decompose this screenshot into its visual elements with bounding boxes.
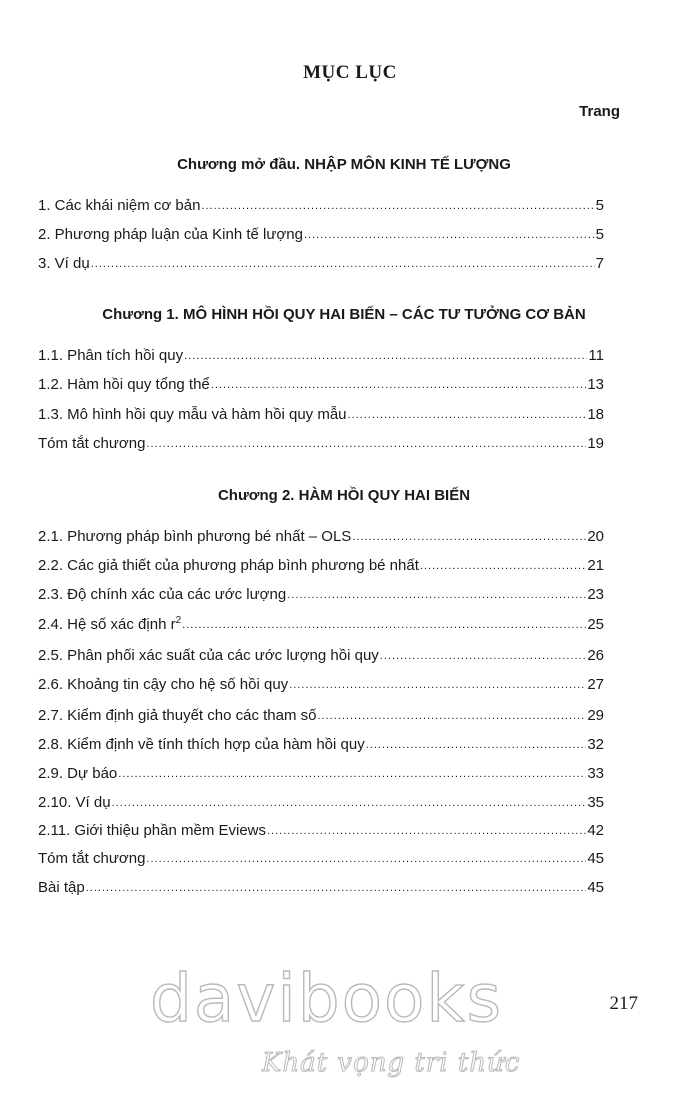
- toc-entry-title: 2.6. Khoảng tin cậy cho hệ số hồi quy: [38, 676, 289, 693]
- leader-dots: [348, 406, 587, 424]
- leader-dots: [287, 586, 586, 604]
- toc-entry[interactable]: [38, 672, 604, 694]
- toc-entry-page: 19: [587, 435, 604, 452]
- watermark-logo: davibooks: [150, 960, 503, 1037]
- toc-entry-title: Bài tập: [38, 879, 85, 896]
- toc-entry-title: Tóm tắt chương: [38, 435, 146, 452]
- toc-entry[interactable]: [38, 612, 604, 634]
- leader-dots: [267, 822, 586, 840]
- toc-entry[interactable]: [38, 875, 604, 897]
- toc-entry-page: 29: [587, 707, 604, 724]
- toc-entry[interactable]: [38, 732, 604, 754]
- toc-entry-title: [38, 612, 181, 634]
- leader-dots: [146, 850, 586, 868]
- toc-entry[interactable]: [38, 431, 604, 453]
- toc-entry-title: 2.11. Giới thiệu phần mềm Eviews: [38, 822, 266, 839]
- toc-entry-title: 2.10. Ví dụ: [38, 794, 111, 811]
- toc-entry-page: 18: [587, 406, 604, 423]
- chapter-heading-1: Chương 1. MÔ HÌNH HỒI QUY HAI BIẾN – CÁC TƯ TƯỞNG CƠ BẢN: [102, 306, 586, 323]
- toc-entry-page: 23: [587, 586, 604, 603]
- toc-entry-title: 2.3. Độ chính xác của các ước lượng: [38, 586, 287, 603]
- leader-dots: [86, 879, 587, 897]
- toc-entry-title: 2. Phương pháp luận của Kinh tế lượng: [38, 226, 303, 243]
- chapter-heading-2: Chương 2. HÀM HỒI QUY HAI BIẾN: [217, 487, 471, 504]
- watermark-tagline: Khát vọng tri thức: [262, 1048, 521, 1078]
- toc-entry[interactable]: [38, 193, 604, 215]
- leader-dots: [304, 226, 595, 244]
- toc-entry[interactable]: [38, 761, 604, 783]
- toc-entry-title-text: 2.4. Hệ số xác định r: [38, 616, 176, 633]
- toc-entry-page: 33: [587, 765, 604, 782]
- toc-entry[interactable]: [38, 846, 604, 868]
- toc-entry-page: 7: [595, 255, 604, 272]
- toc-entry-title: 3. Ví dụ: [38, 255, 90, 272]
- toc-entry-title: Tóm tắt chương: [38, 850, 146, 867]
- toc-entry-title: 2.9. Dự báo: [38, 765, 118, 782]
- page-title: MỤC LỤC: [303, 62, 397, 83]
- toc-entry-page: 32: [587, 736, 604, 753]
- page-column-label: Trang: [579, 103, 620, 120]
- toc-entry[interactable]: [38, 524, 604, 546]
- toc-entry-title: 2.2. Các giả thiết của phương pháp bình phương bé nhất: [38, 557, 419, 574]
- leader-dots: [201, 197, 594, 215]
- leader-dots: [318, 707, 587, 725]
- leader-dots: [211, 376, 587, 394]
- toc-entry[interactable]: [38, 818, 604, 840]
- toc-entry-title: 2.7. Kiểm định giả thuyết cho các tham số: [38, 707, 317, 724]
- toc-entry-page: 25: [587, 616, 604, 633]
- toc-entry[interactable]: [38, 251, 604, 273]
- toc-entry-page: 5: [595, 197, 604, 214]
- toc-entry-title: 2.8. Kiểm định về tính thích hợp của hàm hồi quy: [38, 736, 365, 753]
- toc-entry-page: 27: [587, 676, 604, 693]
- leader-dots: [112, 794, 587, 812]
- toc-entry-title: 1. Các khái niệm cơ bản: [38, 197, 201, 214]
- leader-dots: [184, 347, 587, 365]
- toc-entry[interactable]: [38, 703, 604, 725]
- toc-entry-title: 1.3. Mô hình hồi quy mẫu và hàm hồi quy mẫu: [38, 406, 347, 423]
- toc-entry[interactable]: [38, 343, 604, 365]
- toc-entry-page: 45: [587, 850, 604, 867]
- leader-dots: [366, 736, 587, 754]
- toc-entry[interactable]: [38, 643, 604, 665]
- toc-entry-title: 2.1. Phương pháp bình phương bé nhất – OLS: [38, 528, 352, 545]
- toc-entry-page: 21: [587, 557, 604, 574]
- page-number: 217: [609, 993, 638, 1014]
- toc-entry-title: 1.1. Phân tích hồi quy: [38, 347, 184, 364]
- leader-dots: [289, 676, 586, 694]
- toc-entry-page: 5: [595, 226, 604, 243]
- toc-entry-page: 11: [588, 347, 604, 364]
- toc-entry-page: 42: [587, 822, 604, 839]
- leader-dots: [146, 435, 586, 453]
- leader-dots: [420, 557, 586, 575]
- toc-entry[interactable]: [38, 790, 604, 812]
- toc-entry-page: 13: [587, 376, 604, 393]
- leader-dots: [118, 765, 586, 783]
- toc-entry-page: 26: [587, 647, 604, 664]
- toc-entry[interactable]: [38, 372, 604, 394]
- toc-entry[interactable]: [38, 402, 604, 424]
- toc-entry-page: 20: [587, 528, 604, 545]
- chapter-heading-intro: Chương mở đầu. NHẬP MÔN KINH TẾ LƯỢNG: [177, 156, 511, 173]
- toc-entry[interactable]: [38, 222, 604, 244]
- leader-dots: [380, 647, 587, 665]
- toc-entry-title: 1.2. Hàm hồi quy tổng thể: [38, 376, 210, 393]
- leader-dots: [182, 616, 586, 634]
- leader-dots: [91, 255, 595, 273]
- toc-entry-title: 2.5. Phân phối xác suất của các ước lượng hồi quy: [38, 647, 379, 664]
- toc-entry-page: 45: [587, 879, 604, 896]
- toc-entry[interactable]: [38, 553, 604, 575]
- toc-entry[interactable]: [38, 582, 604, 604]
- toc-entry-page: 35: [587, 794, 604, 811]
- superscript: 2: [175, 615, 182, 626]
- leader-dots: [352, 528, 586, 546]
